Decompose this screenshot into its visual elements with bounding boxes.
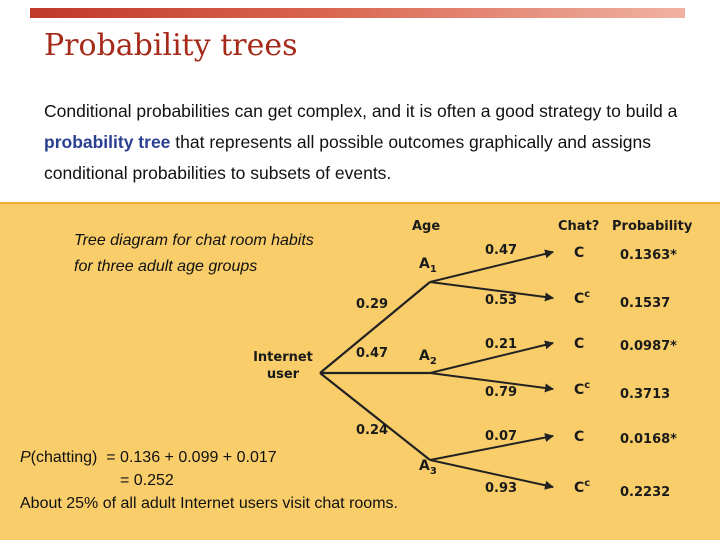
title-accent-bar (30, 8, 685, 18)
a3-outcome-2-prob: 0.93 (485, 481, 518, 496)
a3-outcome-1-prob: 0.07 (485, 429, 518, 444)
calc-line-1 (20, 446, 398, 469)
diagram-caption: Tree diagram for chat room habits for three adult age groups (74, 232, 314, 275)
a1-outcome-2-final-prob: 0.1537 (620, 296, 671, 311)
intro-text-after: that represents all possible outcomes graphically and assigns conditional probabilities to subsets of events. (44, 132, 651, 183)
age-2-prob: 0.47 (356, 346, 389, 361)
a1-outcome-1-prob: 0.47 (485, 243, 518, 258)
calc-line-1-text: (chatting) = 0.136 + 0.099 + 0.017 (30, 449, 277, 466)
intro-text-before: Conditional probabilities can get complex, and it is often a good strategy to build a (44, 101, 678, 121)
calc-conclusion: About 25% of all adult Internet users visit chat rooms. (20, 495, 398, 512)
intro-highlight-term: probability tree (44, 132, 171, 152)
calc-p-symbol: P (20, 449, 31, 466)
a2-outcome-1-prob: 0.21 (485, 337, 518, 352)
header-age: Age (412, 219, 441, 234)
a1-outcome-1-final-prob: 0.1363* (620, 248, 677, 263)
a3-outcome-2-final-prob: 0.2232 (620, 485, 671, 500)
calc-line-2: = 0.252 (120, 472, 174, 489)
a1-outcome-2-prob: 0.53 (485, 293, 518, 308)
a1-outcome-2-label: $C^c$ (574, 289, 591, 307)
age-1-label: $A_1$ (419, 256, 437, 275)
age-2-label: $A_2$ (419, 348, 437, 367)
root-label-line-1: Internet (253, 350, 313, 365)
calculation-block (20, 446, 398, 515)
age-3-label: $A_3$ (419, 458, 437, 477)
header-chat: Chat? (558, 219, 600, 234)
header-probability: Probability (612, 219, 693, 234)
age-3-prob: 0.24 (356, 423, 389, 438)
age-1-prob: 0.29 (356, 297, 389, 312)
a2-outcome-1-final-prob: 0.0987* (620, 339, 677, 354)
a2-outcome-1-label: C (574, 336, 585, 352)
intro-paragraph (44, 96, 694, 189)
root-label-line-2: user (266, 367, 300, 382)
a2-outcome-2-final-prob: 0.3713 (620, 387, 671, 402)
a3-outcome-1-final-prob: 0.0168* (620, 432, 677, 447)
page-title: Probability trees (44, 28, 298, 63)
a2-outcome-2-prob: 0.79 (485, 385, 518, 400)
a2-outcome-2-label: $C^c$ (574, 380, 591, 398)
a3-outcome-1-label: C (574, 429, 585, 445)
a1-outcome-1-label: C (574, 245, 585, 261)
a3-outcome-2-label: $C^c$ (574, 478, 591, 496)
